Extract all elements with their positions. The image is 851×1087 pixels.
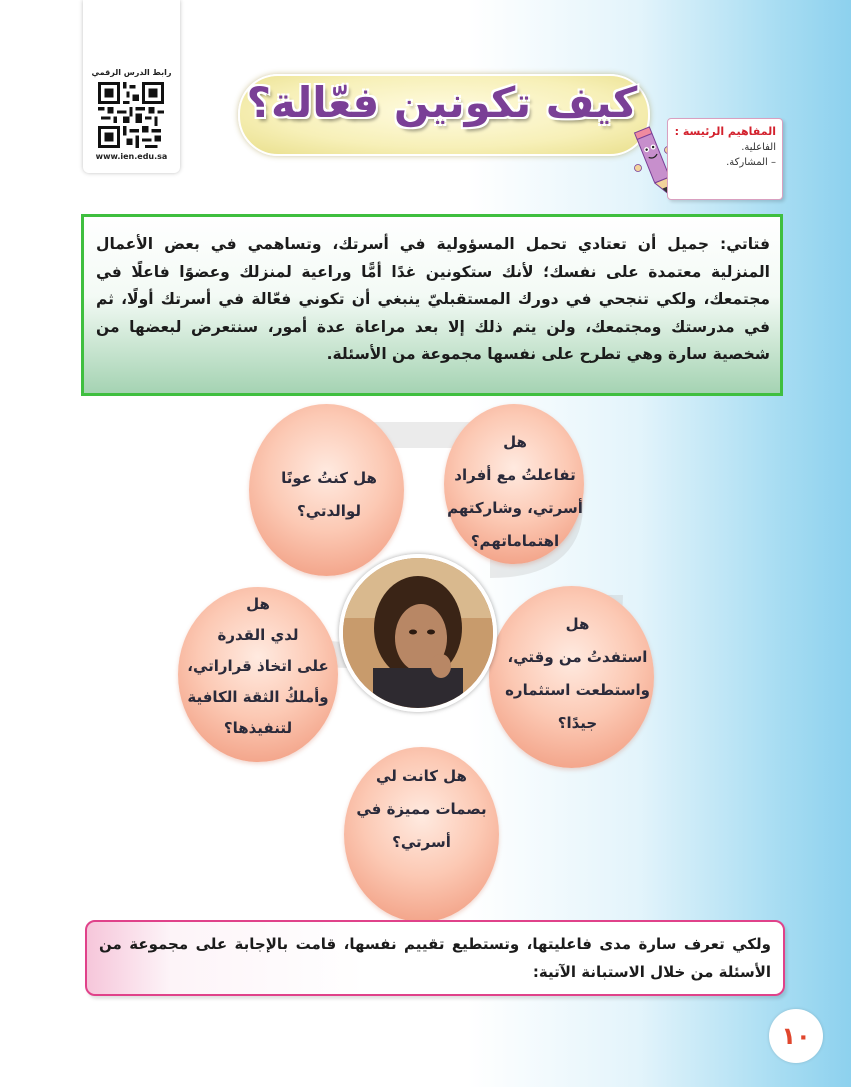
qr-url[interactable]: www.ien.edu.sa: [95, 152, 168, 161]
intro-paragraph: فتاتي: جميل أن تعتادي تحمل المسؤولية في أسرتك، وتساهمي في بعض الأعمال المنزلية معتمدة على نفسك؛ لأنك ستكونين غدًا أمًّا وراعية لمنزلك وعضوًا فاعلًا في مجتمعك، ولكي تنجحي في دورك المستقبليّ ينبغي أن تكوني فعّالة في أسرتك أولًا، ثم في مدرستك ومجتمعك، ولن يتم ذلك إلا بعد مراعاة عدة أمور، سنتعرض لبعضها من شخصية سارة وهي تطرح على نفسها مجموعة من الأسئلة.: [96, 235, 770, 363]
key-concepts-heading: المفاهيم الرئيسة :: [674, 125, 776, 138]
girl-photo: [339, 554, 497, 712]
concept-item: – المشاركة.: [726, 157, 776, 168]
bottom-paragraph: ولكي تعرف سارة مدى فاعليتها، وتستطيع تقييم نفسها، قامت بالإجابة على مجموعة من الأسئلة من خلال الاستبانة الآتية:: [99, 935, 771, 981]
page-number: ١٠: [769, 1009, 823, 1063]
page-title: كيف تكونين فعّالة؟: [246, 78, 638, 127]
key-concepts-box: [667, 118, 783, 200]
question-text-decisions: هل لدي القدرة على اتخاذ قراراتي، وأملكُ الثقة الكافية لتنفيذها؟: [187, 595, 329, 737]
question-text-imprint: هل كانت لي بصمات مميزة في أسرتي؟: [356, 767, 487, 851]
qr-code-icon[interactable]: [98, 82, 164, 148]
question-text-time: هل استفدتُ من وقتي، واستطعت استثماره جيدًا؟: [505, 615, 650, 732]
concept-item: الفاعلية.: [741, 142, 776, 153]
qr-card[interactable]: [83, 0, 180, 173]
qr-caption: رابط الدرس الرقمي: [91, 68, 172, 77]
intro-box: [81, 214, 783, 396]
question-text-help-mother: هل كنتُ عونًا لوالدتي؟: [281, 469, 377, 520]
question-text-interaction: هل تفاعلتُ مع أفراد أسرتي، وشاركتهم اهتماماتهم؟: [447, 433, 583, 550]
bottom-intro-box: [85, 920, 785, 996]
girl-portrait-icon: [343, 558, 493, 708]
